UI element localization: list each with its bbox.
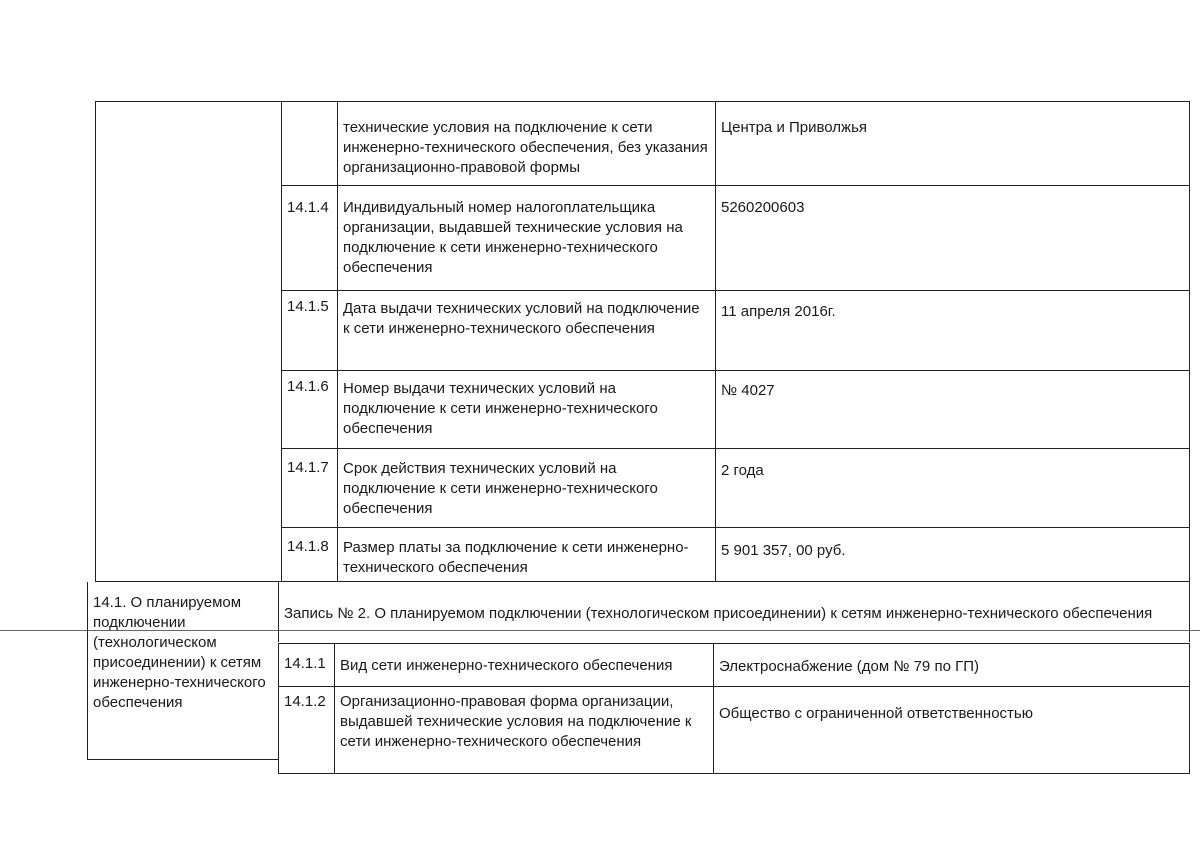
- row-number: 14.1.5: [281, 290, 337, 370]
- row-label: Организационно-правовая форма организации, выдавшей технические условия на подключение к сети инженерно-технического обеспечения: [334, 686, 713, 774]
- row-label: Срок действия технических условий на подключение к сети инженерно-технического обеспечения: [337, 448, 715, 527]
- row-label: Индивидуальный номер налогоплательщика организации, выдавшей технические условия на подключение к сети инженерно-технического обеспечения: [337, 185, 715, 290]
- row-value: 11 апреля 2016г.: [715, 290, 1190, 370]
- record-header: Запись № 2. О планируемом подключении (технологическом присоединении) к сетям инженерно-технического обеспечения: [278, 582, 1190, 642]
- row-value: Центра и Приволжья: [715, 101, 1190, 185]
- row-label: Вид сети инженерно-технического обеспечения: [334, 643, 713, 686]
- row-number: 14.1.6: [281, 370, 337, 448]
- row-number: [281, 101, 337, 185]
- row-label: Дата выдачи технических условий на подключение к сети инженерно-технического обеспечения: [337, 290, 715, 370]
- row-label: технические условия на подключение к сети инженерно-технического обеспечения, без указания организационно-правовой формы: [337, 101, 715, 185]
- row-label: Номер выдачи технических условий на подключение к сети инженерно-технического обеспечения: [337, 370, 715, 448]
- section-label-empty: [95, 101, 281, 582]
- row-label: Размер платы за подключение к сети инженерно-технического обеспечения: [337, 527, 715, 582]
- section-title: 14.1. О планируемом подключении (технологическом присоединении) к сетям инженерно-технического обеспечения: [87, 582, 278, 760]
- row-value: 5 901 357, 00 руб.: [715, 527, 1190, 582]
- row-value: 5260200603: [715, 185, 1190, 290]
- row-number: 14.1.7: [281, 448, 337, 527]
- row-value: Общество с ограниченной ответственностью: [713, 686, 1190, 774]
- row-value: Электроснабжение (дом № 79 по ГП): [713, 643, 1190, 686]
- row-value: 2 года: [715, 448, 1190, 527]
- row-number: 14.1.8: [281, 527, 337, 582]
- row-number: 14.1.1: [278, 643, 334, 686]
- row-number: 14.1.4: [281, 185, 337, 290]
- row-number: 14.1.2: [278, 686, 334, 774]
- row-value: № 4027: [715, 370, 1190, 448]
